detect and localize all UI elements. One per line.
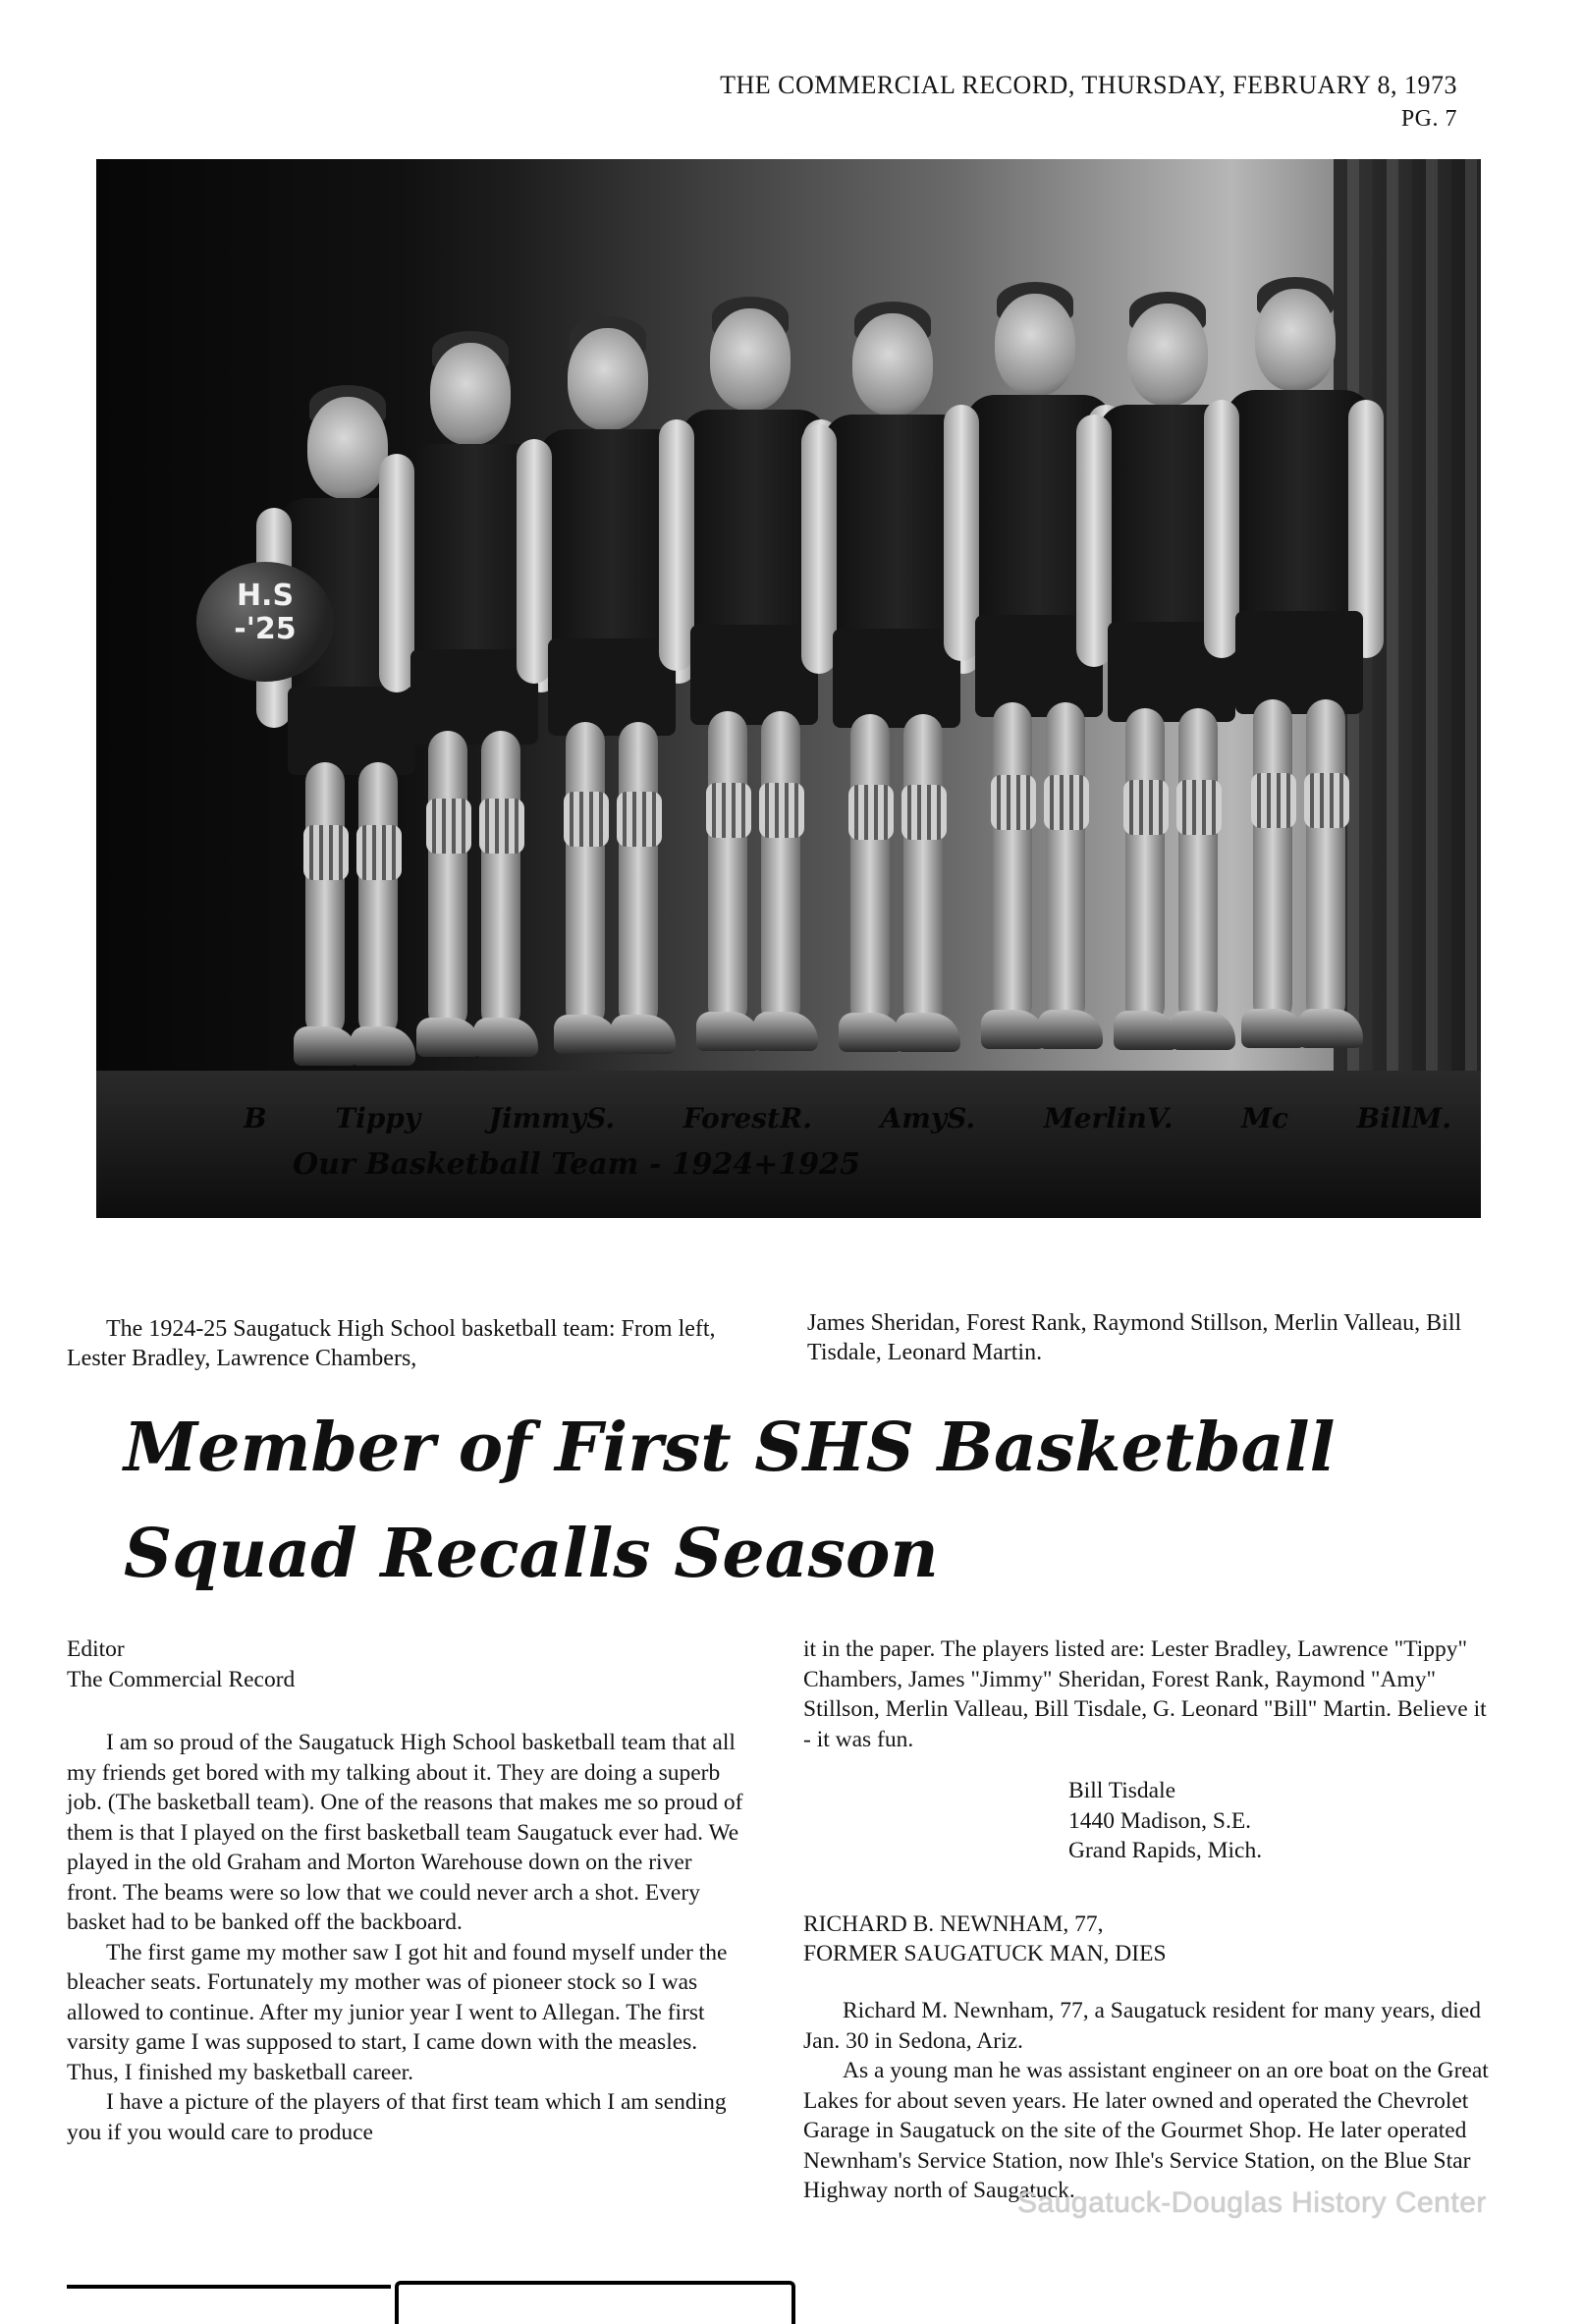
player-leg xyxy=(903,714,943,1027)
player-shorts xyxy=(548,638,676,736)
masthead xyxy=(720,69,1457,136)
player-leg xyxy=(428,731,467,1031)
player-knee xyxy=(991,775,1036,830)
player-leg xyxy=(1178,708,1218,1025)
obituary-paragraph: As a young man he was assistant engineer on an ore boat on the Great Lakes for about seven years. He later owned and operated the Chevrolet Garage in Saugatuck on the site of the Gourmet Shop. He later operated Newnham's Service Station, now Ihle's Service Station, on the Blue Star Highway north of Saugatuck. xyxy=(803,2058,1489,2203)
player-leg xyxy=(1306,699,1345,1024)
player-head xyxy=(568,328,648,430)
player-leg xyxy=(566,722,605,1028)
photo-caption-left: The 1924-25 Saugatuck High School basketball team: From left, Lester Bradley, Lawrence Chambers, xyxy=(67,1316,716,1371)
player-head xyxy=(307,397,388,499)
player-leg xyxy=(481,731,520,1031)
watermark: Saugatuck-Douglas History Center xyxy=(1017,2186,1487,2219)
player-knee xyxy=(1123,780,1169,835)
player-head xyxy=(852,313,933,415)
player-leg xyxy=(993,702,1032,1024)
player-leg xyxy=(1125,708,1165,1025)
handwritten-name: BillM. xyxy=(1356,1102,1451,1134)
player-leg xyxy=(850,714,890,1027)
player-head xyxy=(710,308,791,411)
player-shorts xyxy=(1235,611,1363,714)
handwritten-name: JimmyS. xyxy=(488,1102,616,1134)
divider xyxy=(67,2285,391,2289)
player-leg xyxy=(1253,699,1292,1024)
letter-paragraph: I have a picture of the players of that first team which I am sending you if you would care to produce xyxy=(67,2089,727,2145)
player-knee xyxy=(759,783,804,838)
player-knee xyxy=(848,785,894,840)
player-knee xyxy=(564,792,609,847)
player-leg xyxy=(358,762,398,1039)
player-knee xyxy=(706,783,751,838)
player-arm xyxy=(379,454,414,692)
handwritten-name: ForestR. xyxy=(682,1102,812,1134)
player-leg xyxy=(708,711,747,1026)
player-knee xyxy=(1304,773,1349,828)
player-arm xyxy=(801,424,837,674)
player-knee xyxy=(426,799,471,854)
player-knee xyxy=(479,799,524,854)
player-shorts xyxy=(690,625,818,725)
player-leg xyxy=(761,711,800,1026)
page-number: PG. 7 xyxy=(1400,106,1457,132)
player-leg xyxy=(305,762,345,1039)
signature-city: Grand Rapids, Mich. xyxy=(1068,1838,1263,1863)
basketball xyxy=(196,562,334,682)
player-knee xyxy=(303,825,349,880)
player-knee xyxy=(1044,775,1089,830)
player-arm xyxy=(1204,400,1239,658)
player-knee xyxy=(1176,780,1222,835)
obituary-paragraph: Richard M. Newnham, 77, a Saugatuck resident for many years, died Jan. 30 in Sedona, Ariz. xyxy=(803,1998,1481,2054)
salutation: The Commercial Record xyxy=(67,1666,296,1692)
salutation: Editor xyxy=(67,1636,125,1662)
player-head xyxy=(430,343,511,445)
player-shorts xyxy=(833,629,960,729)
handwritten-name: Mc xyxy=(1241,1102,1289,1134)
letter-paragraph: it in the paper. The players listed are: Lester Bradley, Lawrence "Tippy" Chambers, James "Jimmy" Sheridan, Forest Rank, Raymond "Amy" Stillson, Merlin Valleau, Bill Tisdale, G. Leonard "Bill" Martin. Believe it - it was fun. xyxy=(803,1636,1487,1752)
letter-column-right xyxy=(803,1634,1491,2206)
player-shorts xyxy=(288,687,415,775)
handwritten-title: Our Basketball Team - 1924+1925 xyxy=(293,1147,860,1182)
player-arm xyxy=(517,439,552,684)
handwritten-name: MerlinV. xyxy=(1043,1102,1174,1134)
headline xyxy=(124,1395,1400,1607)
ball-text-line1: H.S xyxy=(236,579,295,613)
next-article-box xyxy=(395,2281,795,2324)
letter-column-left xyxy=(67,1634,744,2147)
player-knee xyxy=(901,785,947,840)
photo-caption-right: James Sheridan, Forest Rank, Raymond Stillson, Merlin Valleau, Bill Tisdale, Leonard Martin. xyxy=(807,1310,1462,1365)
player-arm xyxy=(944,405,979,661)
player-knee xyxy=(356,825,402,880)
player-knee xyxy=(617,792,662,847)
player-knee xyxy=(1251,773,1296,828)
photo-floor xyxy=(96,1071,1481,1218)
team-photo xyxy=(96,159,1481,1218)
masthead-title: THE COMMERCIAL RECORD, THURSDAY, FEBRUARY 8, 1973 xyxy=(720,71,1457,99)
player-leg xyxy=(1046,702,1085,1024)
letter-paragraph: The first game my mother saw I got hit and found myself under the bleacher seats. Fortunately my mother was of pioneer stock so I was allowed to continue. After my junior year I went to Allegan. The first varsity game I was supposed to start, I came down with the measles. Thus, I finished my basketball career. xyxy=(67,1939,728,2085)
obituary-headline: FORMER SAUGATUCK MAN, DIES xyxy=(803,1940,1167,1966)
obituary-headline: RICHARD B. NEWNHAM, 77, xyxy=(803,1910,1104,1937)
handwritten-name: B xyxy=(244,1102,267,1134)
player-leg xyxy=(619,722,658,1028)
player-arm xyxy=(1076,415,1112,667)
headline-line2: Squad Recalls Season xyxy=(124,1515,939,1593)
signature-name: Bill Tisdale xyxy=(1068,1778,1176,1803)
signature-address: 1440 Madison, S.E. xyxy=(1068,1807,1252,1834)
ball-text-line2: -'25 xyxy=(234,612,297,646)
player-head xyxy=(995,294,1075,396)
handwritten-name: AmyS. xyxy=(880,1102,976,1134)
player-head xyxy=(1127,304,1208,406)
headline-line1: Member of First SHS Basketball xyxy=(124,1409,1336,1487)
handwritten-name: Tippy xyxy=(335,1102,421,1134)
player-arm xyxy=(659,419,694,671)
player-head xyxy=(1255,289,1336,391)
letter-paragraph: I am so proud of the Saugatuck High School basketball team that all my friends get bored with my talking about it. They are doing a superb job. (The basketball team). One of the reasons that makes me so proud of them is that I played on the first basketball team Saugatuck ever had. We played in the old Graham and Morton Warehouse down on the river front. The beams were so low that we could never arch a shot. Every basket had to be banked off the backboard. xyxy=(67,1730,743,1935)
handwritten-names xyxy=(244,1102,1451,1134)
